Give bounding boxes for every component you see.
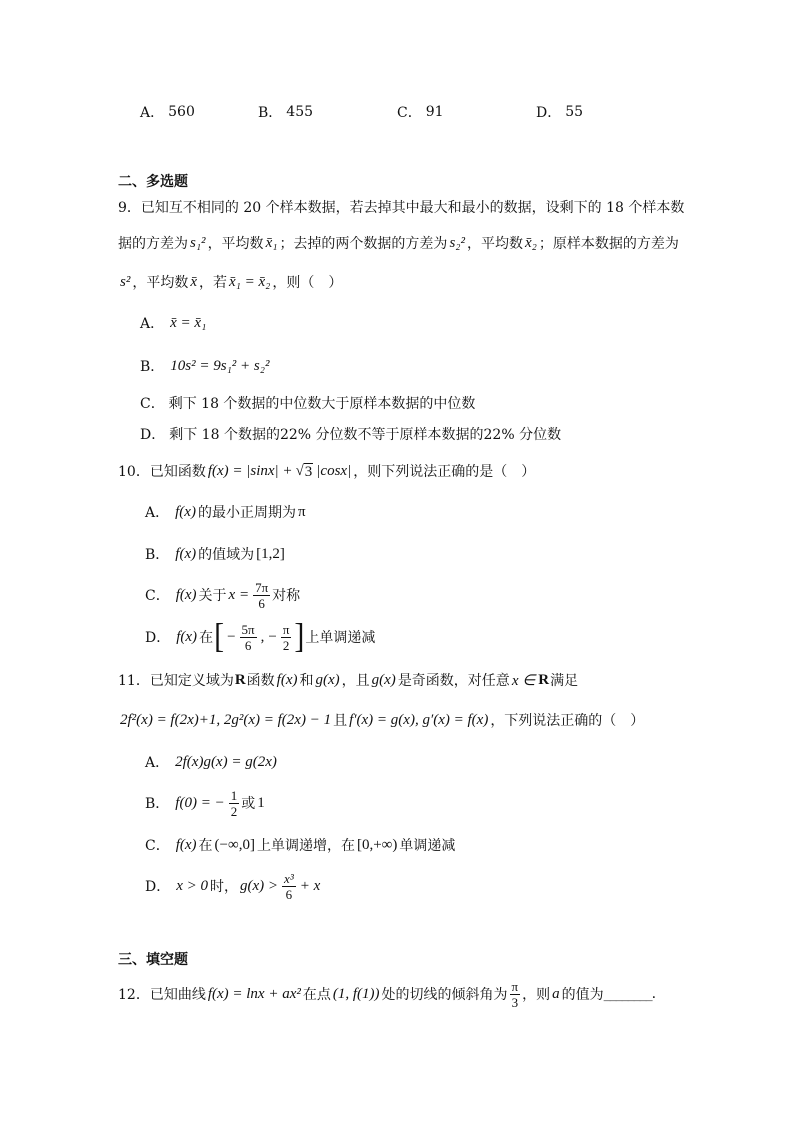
q11-option-a	[145, 742, 279, 782]
option-math: x > 0	[176, 877, 209, 894]
option-label: B．	[258, 105, 283, 121]
q9-line-2	[118, 223, 679, 263]
q11-text: 和	[299, 673, 314, 689]
q11-option-d	[145, 866, 322, 906]
option-label: C．	[145, 588, 170, 604]
option-text: 上单调递增，在	[256, 838, 355, 854]
option-text: 剩下 18 个数据的22% 分位数不等于原样本数据的22% 分位数	[169, 427, 562, 443]
answer-blank: ________	[603, 986, 652, 1002]
option-text: 时，	[210, 879, 239, 895]
interval-close-bracket: ]	[294, 617, 305, 656]
fraction	[282, 871, 296, 902]
interval-open-bracket: [	[214, 617, 225, 656]
option-math: [1,2]	[256, 545, 285, 562]
option-text: 的最小正周期为	[197, 505, 296, 521]
fraction-denominator: 3	[511, 994, 519, 1010]
fraction-denominator: 6	[244, 637, 252, 653]
q10-text: 已知函数	[149, 464, 206, 480]
q9-option-a	[140, 303, 208, 343]
option-math: 1	[257, 794, 265, 811]
q11-text: ，且	[341, 673, 370, 689]
q11-text: 满足	[550, 673, 579, 689]
option-math: 10s² = 9s₁² + s₂²	[170, 357, 270, 374]
option-text: 单调递减	[399, 838, 456, 854]
q12-stem	[118, 974, 656, 1014]
q11-text: 已知定义域为	[149, 673, 234, 689]
option-label: B．	[140, 359, 165, 375]
q11-math: x ∈	[511, 672, 536, 689]
option-text: 对称	[272, 588, 301, 604]
q11-text: 是奇函数，对任意	[397, 673, 510, 689]
section-title-fill: 三、填空题	[118, 952, 188, 968]
q9-option-b	[140, 346, 271, 386]
option-label: C．	[145, 838, 170, 854]
q9-text: ，则（ ）	[272, 275, 343, 291]
q12-text: 在点	[302, 987, 331, 1003]
option-math: + x	[299, 877, 321, 894]
q9-text: ，平均数	[132, 275, 189, 291]
option-label: D．	[140, 427, 166, 443]
real-set-symbol: R	[234, 671, 246, 688]
q11-option-b	[145, 783, 267, 823]
option-value: 55	[565, 104, 584, 120]
fraction-numerator: π	[282, 621, 290, 637]
option-label: C．	[397, 105, 422, 121]
q12-math-variable: a	[552, 985, 560, 1002]
option-interval: (−∞,0]	[214, 836, 255, 853]
q12-text: 处的切线的倾斜角为	[381, 987, 508, 1003]
q10-number: 10．	[118, 464, 150, 480]
option-label: B．	[145, 547, 170, 563]
fraction-denominator: 6	[258, 595, 265, 611]
fraction-numerator: 1	[230, 787, 238, 803]
fraction	[229, 788, 240, 819]
q10-sqrt	[296, 463, 314, 480]
option-label: A．	[140, 316, 165, 332]
option-math: f(x)	[176, 628, 198, 645]
prev-option-a	[140, 92, 195, 132]
q9-math-s1-squared: s₁²	[190, 234, 206, 251]
q10-option-d	[145, 617, 375, 657]
sqrt-radicand: 3	[304, 463, 313, 480]
q9-math-s2-squared: s₂²	[449, 234, 465, 251]
fraction-numerator: π	[511, 978, 519, 994]
option-math: π	[297, 503, 306, 520]
option-text: 在	[198, 838, 213, 854]
minus-sign: −	[268, 628, 277, 645]
q9-option-d	[140, 414, 561, 454]
q10-option-b	[145, 534, 287, 574]
option-math: 2f(x)g(x) = g(2x)	[175, 753, 277, 770]
prev-option-b	[258, 92, 313, 132]
q11-text: 且	[333, 713, 348, 729]
q9-text: 已知互不相同的 20 个样本数据，若去掉其中最大和最小的数据，设剩下的 18 个样本数	[140, 200, 685, 216]
q9-text: ；原样本数据的方差为	[538, 236, 679, 252]
option-interval: [0,+∞)	[356, 836, 398, 853]
option-label: B．	[145, 796, 170, 812]
q9-math-condition: x̄₁ = x̄₂	[229, 273, 271, 290]
q11-line-2	[118, 700, 644, 740]
q9-text: ，平均数	[207, 236, 264, 252]
q12-period: .	[651, 986, 657, 1002]
prev-option-c	[397, 92, 444, 132]
q11-text: 函数	[246, 673, 275, 689]
option-text: 剩下 18 个数据的中位数大于原样本数据的中位数	[168, 396, 476, 412]
q9-math-xbar2: x̄₂	[525, 234, 537, 251]
sqrt-symbol: √	[295, 462, 304, 479]
fraction	[281, 622, 292, 653]
option-label: D．	[145, 630, 171, 646]
q12-math-point: (1, f(1))	[332, 985, 380, 1002]
minus-sign: −	[227, 628, 236, 645]
fraction-denominator: 6	[285, 886, 293, 902]
option-math: f(x)	[175, 836, 197, 853]
option-value: 560	[168, 104, 195, 120]
q11-math-equations: 2f²(x) = f(2x)+1, 2g²(x) = f(2x) − 1	[120, 711, 332, 728]
option-text: 上单调递减	[305, 630, 376, 646]
option-text: 的值域为	[198, 547, 255, 563]
q11-text: ，下列说法正确的（ ）	[490, 713, 645, 729]
q11-number: 11．	[118, 673, 150, 689]
option-label: D．	[536, 105, 562, 121]
q12-text: ，则	[522, 987, 551, 1003]
fraction-denominator: 2	[230, 803, 238, 819]
q11-math-derivatives: f′(x) = g(x), g′(x) = f(x)	[349, 711, 489, 728]
real-set-symbol: R	[538, 671, 550, 688]
q11-math: g(x)	[315, 671, 340, 688]
q10-stem	[118, 451, 535, 491]
q9-text: ，平均数	[467, 236, 523, 252]
q9-text: ；去掉的两个数据的方差为	[279, 236, 448, 252]
fraction-numerator: x³	[284, 870, 294, 886]
separator: ,	[260, 628, 265, 645]
option-math: x =	[228, 586, 250, 603]
fraction	[240, 622, 257, 653]
q9-number: 9．	[118, 200, 141, 216]
q11-option-c	[145, 825, 455, 865]
section-title-multi: 二、多选题	[118, 174, 188, 190]
q12-number: 12．	[118, 987, 150, 1003]
option-value: 91	[425, 104, 444, 120]
q10-text-end: ，则下列说法正确的是（ ）	[353, 464, 536, 480]
fraction-numerator: 5π	[241, 621, 255, 637]
option-label: A．	[140, 105, 165, 121]
q11-line-1	[118, 660, 578, 700]
q9-math-xbar1: x̄₁	[265, 234, 278, 251]
option-value: 455	[286, 104, 314, 120]
q9-math-xbar: x̄	[190, 273, 198, 290]
q9-text: ，若	[199, 275, 228, 291]
q9-line-3	[118, 262, 342, 302]
option-label: D．	[145, 879, 171, 895]
q12-math-function: f(x) = lnx + ax²	[207, 985, 301, 1002]
fraction-numerator: 7π	[255, 579, 269, 595]
option-text: 关于	[198, 588, 227, 604]
fraction	[510, 979, 521, 1010]
option-label: A．	[145, 505, 170, 521]
q9-text: 据的方差为	[118, 236, 188, 252]
q10-option-a	[145, 492, 308, 532]
q9-math-s-squared: s²	[120, 273, 131, 290]
fraction-denominator: 2	[282, 637, 290, 653]
q12-text: 的值为	[561, 987, 604, 1003]
option-math: f(0) = −	[175, 794, 225, 811]
option-math: f(x)	[175, 586, 197, 603]
fraction	[253, 580, 270, 611]
q11-math: f(x)	[276, 671, 298, 688]
option-math: f(x)	[175, 503, 196, 520]
option-label: A．	[145, 755, 170, 771]
option-label: C．	[140, 396, 165, 412]
q10-abs-cos: |cosx|	[316, 462, 352, 479]
option-math: f(x)	[175, 545, 197, 562]
q11-math: g(x)	[371, 671, 396, 688]
option-text: 或	[241, 796, 256, 812]
q10-option-c	[145, 575, 300, 615]
prev-option-d	[536, 92, 583, 132]
q10-function-definition: f(x) = |sinx| +	[207, 462, 293, 479]
option-math: g(x) >	[240, 877, 279, 894]
option-text: 在	[199, 630, 214, 646]
option-math: x̄ = x̄₁	[170, 314, 207, 331]
q9-line-1	[118, 187, 684, 227]
q12-text: 已知曲线	[149, 987, 206, 1003]
